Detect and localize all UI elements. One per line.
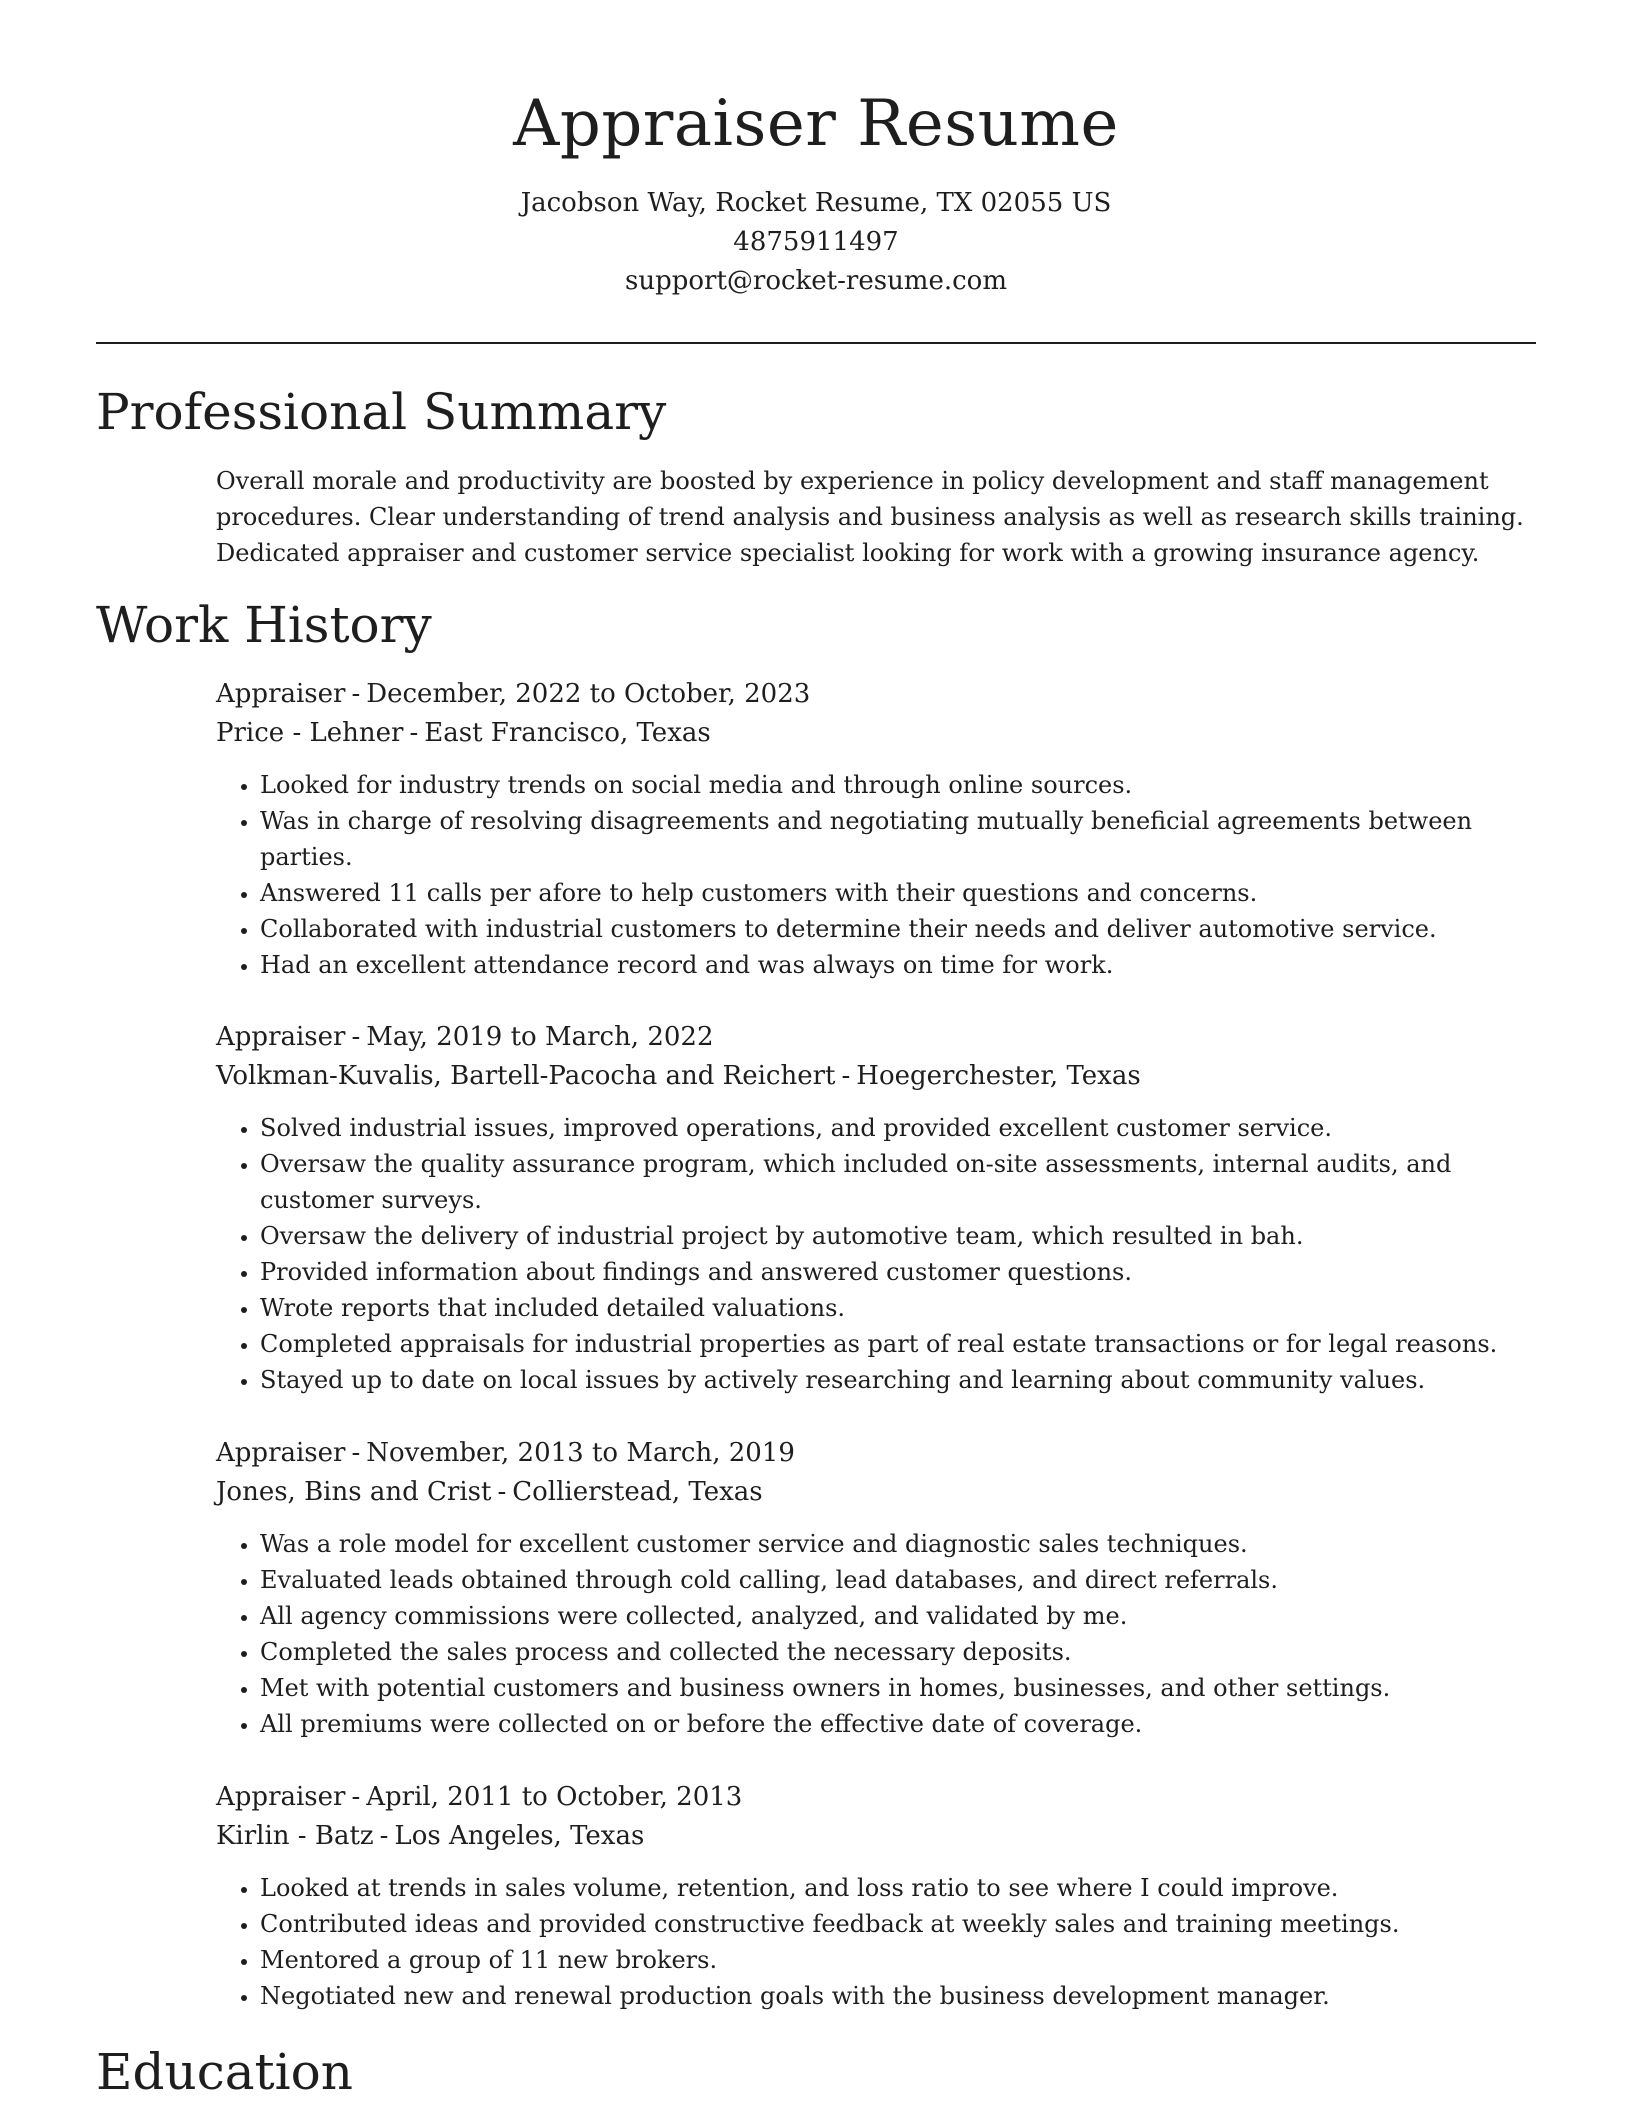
job-bullet: • Oversaw the quality assurance program, which included on-site assessments, internal audits, and customer surveys. xyxy=(260,1146,1546,1218)
job-company-line: Jones, Bins and Crist - Collierstead, Texas xyxy=(216,1477,763,1507)
job-bullets xyxy=(216,1526,1546,1742)
contact-phone: 4875911497 xyxy=(733,227,899,257)
job-bullet: • Was a role model for excellent customer service and diagnostic sales techniques. xyxy=(260,1526,1546,1562)
resume-header xyxy=(0,84,1632,301)
job-dates: December, 2022 to October, 2023 xyxy=(366,679,811,709)
job-bullet: • Met with potential customers and business owners in homes, businesses, and other settings. xyxy=(260,1670,1546,1706)
work-history-heading: Work History xyxy=(96,596,432,654)
job-bullet: • Looked for industry trends on social media and through online sources. xyxy=(260,767,1546,803)
job-company-line: Kirlin - Batz - Los Angeles, Texas xyxy=(216,1821,645,1851)
job-dates: May, 2019 to March, 2022 xyxy=(366,1022,714,1052)
job-company: Price - Lehner xyxy=(216,718,404,748)
job-entry xyxy=(216,1434,1546,1742)
summary-heading: Professional Summary xyxy=(96,383,667,441)
job-bullet: • Stayed up to date on local issues by actively researching and learning about community values. xyxy=(260,1362,1546,1398)
job-company-line: Price - Lehner - East Francisco, Texas xyxy=(216,718,711,748)
contact-block xyxy=(0,184,1632,301)
job-bullet: • Had an excellent attendance record and was always on time for work. xyxy=(260,947,1546,983)
job-dates: April, 2011 to October, 2013 xyxy=(366,1782,743,1812)
job-company: Volkman-Kuvalis, Bartell-Pacocha and Reichert xyxy=(216,1061,836,1091)
job-bullet: • Solved industrial issues, improved operations, and provided excellent customer service. xyxy=(260,1110,1546,1146)
job-bullet: • Wrote reports that included detailed valuations. xyxy=(260,1290,1546,1326)
job-role: Appraiser xyxy=(216,679,346,709)
job-bullet: • Oversaw the delivery of industrial project by automotive team, which resulted in bah. xyxy=(260,1218,1546,1254)
header-divider xyxy=(96,342,1536,344)
job-role: Appraiser xyxy=(216,1438,346,1468)
job-title-line: Appraiser - May, 2019 to March, 2022 xyxy=(216,1022,714,1052)
job-bullet: • Answered 11 calls per afore to help customers with their questions and concerns. xyxy=(260,875,1546,911)
job-bullet: • Looked at trends in sales volume, retention, and loss ratio to see where I could improve. xyxy=(260,1870,1546,1906)
job-bullet: • Completed the sales process and collected the necessary deposits. xyxy=(260,1634,1546,1670)
job-location: East Francisco, Texas xyxy=(424,718,711,748)
job-title-line: Appraiser - November, 2013 to March, 2019 xyxy=(216,1438,795,1468)
job-bullet: • All premiums were collected on or before the effective date of coverage. xyxy=(260,1706,1546,1742)
job-entry xyxy=(216,1778,1546,2014)
job-entry xyxy=(216,675,1546,983)
job-bullet: • Evaluated leads obtained through cold calling, lead databases, and direct referrals. xyxy=(260,1562,1546,1598)
job-bullet: • Negotiated new and renewal production goals with the business development manager. xyxy=(260,1978,1546,2014)
job-role: Appraiser xyxy=(216,1022,346,1052)
job-role: Appraiser xyxy=(216,1782,346,1812)
contact-address: Jacobson Way, Rocket Resume, TX 02055 US xyxy=(520,188,1112,218)
job-bullet: • Mentored a group of 11 new brokers. xyxy=(260,1942,1546,1978)
job-entry xyxy=(216,1018,1546,1398)
job-bullet: • Collaborated with industrial customers to determine their needs and deliver automotive service. xyxy=(260,911,1546,947)
contact-email: support@rocket-resume.com xyxy=(624,266,1007,296)
summary-text: Overall morale and productivity are boosted by experience in policy development and staff management procedures. Clear understanding of trend analysis and business analysis as well as research skills training. Dedicated appraiser and customer service specialist looking for work with a growing insurance agency. xyxy=(216,467,1524,567)
education-heading: Education xyxy=(96,2043,353,2101)
job-bullet: • Completed appraisals for industrial properties as part of real estate transactions or for legal reasons. xyxy=(260,1326,1546,1362)
job-company: Jones, Bins and Crist xyxy=(216,1477,492,1507)
job-bullets xyxy=(216,767,1546,983)
job-bullet: • Was in charge of resolving disagreements and negotiating mutually beneficial agreements between parties. xyxy=(260,803,1546,875)
job-bullet: • Contributed ideas and provided constructive feedback at weekly sales and training meetings. xyxy=(260,1906,1546,1942)
job-bullets xyxy=(216,1110,1546,1398)
job-bullet: • Provided information about findings and answered customer questions. xyxy=(260,1254,1546,1290)
job-dates: November, 2013 to March, 2019 xyxy=(366,1438,795,1468)
job-bullets xyxy=(216,1870,1546,2014)
job-company: Kirlin - Batz xyxy=(216,1821,374,1851)
job-location: Hoegerchester, Texas xyxy=(856,1061,1141,1091)
job-bullet: • All agency commissions were collected, analyzed, and validated by me. xyxy=(260,1598,1546,1634)
job-title-line: Appraiser - April, 2011 to October, 2013 xyxy=(216,1782,743,1812)
job-title-line: Appraiser - December, 2022 to October, 2023 xyxy=(216,679,811,709)
job-company-line: Volkman-Kuvalis, Bartell-Pacocha and Reichert - Hoegerchester, Texas xyxy=(216,1061,1141,1091)
job-location: Collierstead, Texas xyxy=(512,1477,763,1507)
page-title: Appraiser Resume xyxy=(513,87,1119,161)
job-location: Los Angeles, Texas xyxy=(394,1821,645,1851)
